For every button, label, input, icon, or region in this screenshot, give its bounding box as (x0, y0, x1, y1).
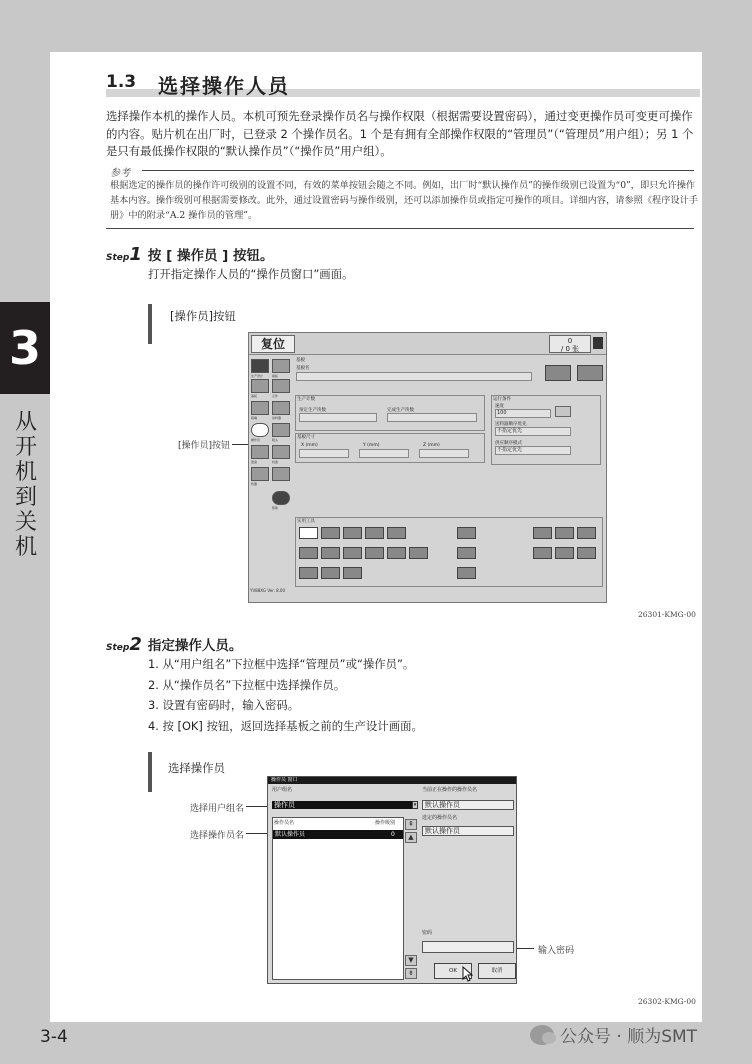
current-operator-field: 默认操作员 (422, 800, 514, 810)
size-y-field (359, 449, 409, 458)
operator-button[interactable] (251, 423, 269, 437)
status-bar-text: YV88XG Ver. 8.00 (250, 588, 285, 593)
password-label: 密码 (422, 930, 433, 936)
tool-button[interactable] (299, 547, 318, 559)
reset-button[interactable]: 复位 (251, 335, 295, 353)
step2-list (148, 654, 423, 736)
tool-button[interactable] (555, 547, 574, 559)
tools-group-title: 实用工具 (297, 519, 315, 524)
selected-operator-label: 选定的操作员名 (422, 815, 458, 821)
calibrate-button[interactable] (272, 445, 290, 459)
section-number: 1.3 (106, 72, 137, 92)
main-screen (248, 332, 607, 603)
finish-download-button[interactable] (577, 365, 603, 381)
tool-button[interactable] (365, 527, 384, 539)
production-design-button[interactable] (251, 359, 269, 373)
intro-paragraph: 选择操作本机的操作人员。本机可预先登录操作员名与操作权限（根据需要设置密码），通过变更操作员可变更可操作的内容。贴片机在出厂时，已登录 2 个操作员名。1 个是有拥有全部操作权限的“管理员”（“管理员”用户组）；另 1 个是只有最低操作权限的“默认操作员”（“操作员”用户组）。 (106, 109, 694, 158)
figure1-marker (148, 304, 152, 344)
board-name-field (296, 372, 532, 381)
cancel-button[interactable]: 取消 (478, 963, 516, 979)
tool-button[interactable] (577, 527, 596, 539)
left-button-label: 准备 (251, 460, 258, 464)
list-item: 4. 按 [OK] 按钮，返回选择基板之前的生产设计画面。 (148, 718, 423, 733)
machine-button[interactable] (251, 467, 269, 481)
step1-heading (106, 244, 274, 265)
list-item: 3. 设置有密码时，输入密码。 (148, 698, 300, 712)
tool-button[interactable] (555, 527, 574, 539)
left-button-label: 吸头 (272, 438, 279, 442)
left-button-label: 校准 (272, 460, 279, 464)
scroll-top-icon[interactable]: ⇞ (405, 819, 417, 830)
speed-field[interactable]: 100 (495, 409, 551, 418)
password-callout: 输入密码 (538, 946, 575, 956)
component-button[interactable] (272, 379, 290, 393)
step2-title: 指定操作人员。 (147, 638, 243, 654)
tool-button[interactable] (365, 547, 384, 559)
figure1-id: 26301-KMG-00 (638, 610, 696, 619)
board-button[interactable] (251, 379, 269, 393)
section-header (106, 70, 700, 97)
board-name-label: 基板名 (296, 366, 310, 371)
tool-button[interactable] (321, 547, 340, 559)
production-counter (549, 335, 591, 353)
feeder-button[interactable] (272, 401, 290, 415)
scroll-bottom-icon[interactable]: ⇟ (405, 968, 417, 979)
tool-button[interactable] (387, 527, 406, 539)
list-item: 1. 从“用户组名”下拉框中选择“管理员”或“操作员”。 (148, 657, 415, 671)
tool-button[interactable] (387, 547, 406, 559)
page (50, 52, 702, 1022)
figure1-caption: [操作员]按钮 (170, 309, 236, 323)
tool-button[interactable] (577, 547, 596, 559)
tool-button[interactable] (343, 567, 362, 579)
ok-button[interactable]: OK (434, 963, 472, 979)
figure2-marker (148, 752, 152, 792)
level-col-header: 操作级别 (375, 820, 396, 826)
speed-up-button[interactable] (555, 406, 571, 417)
operator-button-callout: [操作员]按钮 (178, 441, 231, 451)
pointer-cursor-icon (460, 965, 478, 983)
tool-button[interactable] (457, 547, 476, 559)
prepare-button[interactable] (251, 445, 269, 459)
group-label: 用户组名 (272, 787, 293, 793)
size-group-title: 基板尺寸 (297, 435, 315, 440)
tool-button[interactable] (321, 527, 340, 539)
screen-icon (593, 337, 603, 349)
run-group-title: 运行条件 (493, 397, 511, 402)
tool-button[interactable] (343, 527, 362, 539)
password-field[interactable] (422, 941, 514, 953)
step1-description: 打开指定操作人员的“操作员窗口”画面。 (148, 267, 354, 281)
chapter-title: 从开机到关机 (14, 410, 37, 560)
operator-window-title: 操作员 窗口 (268, 777, 516, 784)
operator-callout: 选择操作员名 (190, 831, 245, 841)
step2-heading (106, 634, 242, 655)
reference-divider-bottom (106, 228, 694, 229)
group-select[interactable]: 操作员 (272, 801, 412, 809)
left-button-label: 模板 (272, 374, 279, 378)
step1-title: 按 [ 操作员 ] 按钮。 (147, 248, 274, 264)
template-button[interactable] (272, 359, 290, 373)
selected-operator-field: 默认操作员 (422, 826, 514, 836)
counter-unit: / 0 张 (560, 345, 580, 353)
reference-divider-top (142, 170, 694, 171)
reference-label: 参考 (110, 168, 130, 179)
order-label: 送料器顺序优先 (495, 422, 527, 427)
left-button-label: 吸嘴 (251, 416, 258, 420)
tool-button[interactable] (409, 547, 428, 559)
help-button[interactable] (272, 491, 290, 505)
reference-text: 根据选定的操作员的操作许可级别的设置不同，有效的菜单按钮会随之不同。例如，出厂时“默认操作员”的操作级别已设置为“0”，即只允许操作基本内容。操作级别可根据需要修改。此外，通过设置密码与操作级别，还可以添加操作员或指定可操作的项目。详细内容，请参照《程序设计手册》中的附录“A.2 操作员的管理”。 (110, 180, 698, 221)
left-button-label: 生产设计 (251, 374, 264, 378)
watermark (530, 1022, 697, 1047)
counter-value: 0 (567, 337, 573, 345)
planned-field[interactable] (299, 413, 377, 422)
tool-button[interactable] (299, 567, 318, 579)
planned-label: 预定生产块数 (299, 408, 326, 413)
operator-col-header: 操作员名 (274, 820, 295, 826)
size-z-label: Z (mm) (423, 443, 440, 448)
table-row[interactable] (273, 830, 403, 839)
head-button[interactable] (272, 423, 290, 437)
done-label: 完成生产块数 (387, 408, 414, 413)
tool-button[interactable] (343, 547, 362, 559)
step-number: 2 (129, 634, 142, 655)
left-button-label: 机器 (251, 482, 258, 486)
page-number: 3-4 (40, 1027, 68, 1047)
operator-level-cell: 0 (391, 831, 395, 838)
chapter-tab: 3 (0, 302, 50, 394)
section-title: 选择操作人员 (158, 74, 290, 98)
group-callout: 选择用户组名 (190, 804, 245, 814)
speed-label: 速度 (495, 404, 504, 409)
order-select[interactable]: 不指定优先 (495, 427, 571, 436)
size-y-label: Y (mm) (363, 443, 380, 448)
left-button-panel (250, 357, 292, 577)
left-button-label: 帮助 (272, 506, 279, 510)
left-button-label: 供料器 (272, 416, 282, 420)
board-size-group (295, 433, 485, 463)
size-x-label: X (mm) (301, 443, 318, 448)
wechat-icon (530, 1025, 554, 1045)
list-item: 2. 从“操作员名”下拉框中选择操作员。 (148, 677, 346, 692)
operator-name-cell: 默认操作员 (275, 831, 306, 838)
left-button-label: 操作员 (251, 438, 261, 442)
step-prefix: Step (106, 643, 130, 653)
board-download-button[interactable] (545, 365, 571, 381)
size-x-field (299, 449, 349, 458)
tool-button[interactable] (457, 527, 476, 539)
operator-window (267, 776, 517, 984)
left-button-label: 基板 (251, 394, 258, 398)
main-topbar (249, 333, 606, 355)
figure2-id: 26302-KMG-00 (638, 997, 696, 1006)
scroll-up-icon[interactable]: ▲ (405, 832, 417, 843)
watermark-text: 公众号 · 顺为SMT (560, 1027, 698, 1047)
production-group-title: 生产计数 (297, 397, 315, 402)
current-operator-label: 当前正在操作的操作员名 (422, 787, 478, 793)
tool-button[interactable] (321, 567, 340, 579)
feeder-select[interactable]: 不指定优先 (495, 446, 571, 455)
feeder-label: 供应顺序模式 (495, 441, 522, 446)
board-group-title: 基板 (296, 358, 305, 363)
operator-list[interactable] (272, 817, 404, 980)
done-field[interactable] (387, 413, 477, 422)
scroll-down-icon[interactable]: ▼ (405, 955, 417, 966)
left-button-label: 元件 (272, 394, 279, 398)
step-number: 1 (129, 244, 142, 265)
tool-button[interactable] (457, 567, 476, 579)
step-prefix: Step (106, 253, 130, 263)
nozzle-button[interactable] (251, 401, 269, 415)
wrench-button[interactable] (272, 467, 290, 481)
tool-button[interactable] (533, 547, 552, 559)
chevron-down-icon[interactable]: ▾ (413, 802, 417, 808)
size-z-field (419, 449, 469, 458)
tool-button[interactable] (533, 527, 552, 539)
figure2-caption: 选择操作员 (168, 761, 225, 775)
tool-button[interactable] (299, 527, 318, 539)
